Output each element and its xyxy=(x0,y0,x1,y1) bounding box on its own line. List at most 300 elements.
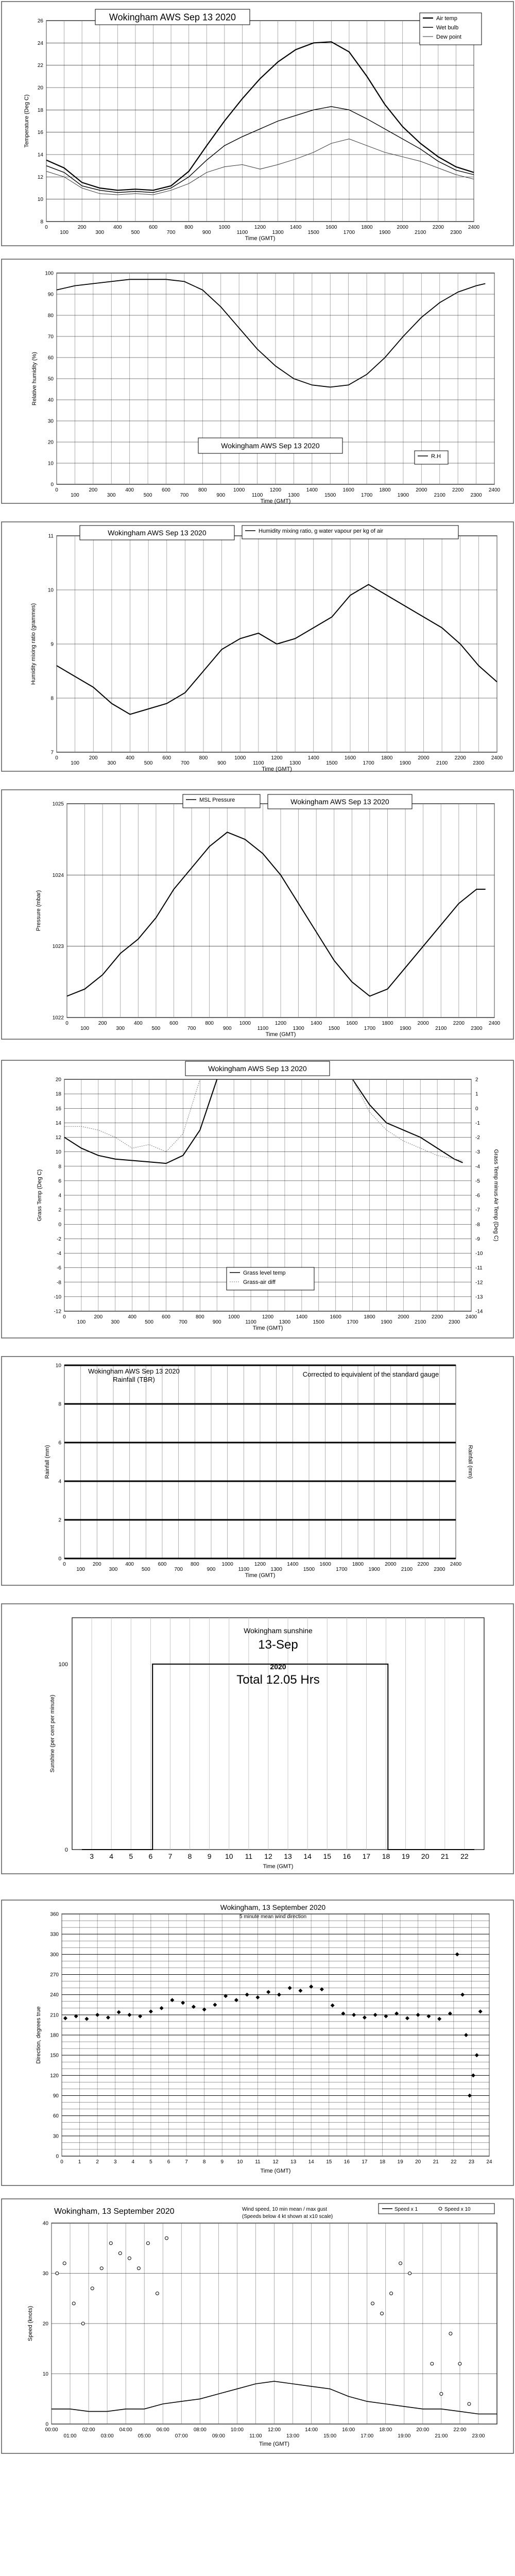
x-tick-label: 1000 xyxy=(228,1314,240,1320)
x-tick-label: 2400 xyxy=(491,755,503,761)
x-tick-label: 14:00 xyxy=(305,2427,318,2433)
speed-x10-point xyxy=(63,2262,66,2265)
y-tick-label: 100 xyxy=(58,1662,68,1668)
x-tick-label: 300 xyxy=(116,1026,125,1031)
x-tick-label: 1500 xyxy=(324,493,336,498)
y2-tick-label: -8 xyxy=(475,1222,480,1228)
y-tick-label: 8 xyxy=(40,219,43,225)
x-tick-label: 2200 xyxy=(432,1314,443,1320)
y-tick-label: 40 xyxy=(42,2221,48,2227)
x-tick-label: 1800 xyxy=(382,1021,393,1026)
x-tick-label: 9 xyxy=(207,1852,212,1860)
chart-title: Wokingham sunshine xyxy=(244,1626,313,1635)
x-tick-label: 400 xyxy=(133,1021,143,1026)
x-tick-label: 1900 xyxy=(399,1026,411,1031)
x-tick-label: 17:00 xyxy=(360,2433,374,2439)
x-axis-label: Time (GMT) xyxy=(245,1572,276,1579)
x-tick-label: 7 xyxy=(168,1852,173,1860)
x-tick-label: 900 xyxy=(222,1026,232,1031)
x-tick-label: 23 xyxy=(468,2159,474,2165)
chart-title: Wokingham, 13 September 2020 xyxy=(220,1903,326,1911)
y-tick-label: -10 xyxy=(54,1294,61,1300)
x-tick-label: 01:00 xyxy=(63,2433,77,2439)
y-tick-label: 12 xyxy=(37,174,43,180)
y-tick-label: 7 xyxy=(50,750,54,756)
legend-label: R.H xyxy=(431,453,441,460)
x-tick-label: 20 xyxy=(415,2159,421,2165)
x-axis-label: Time (GMT) xyxy=(252,1325,283,1331)
x-tick-label: 1600 xyxy=(330,1314,341,1320)
x-tick-label: 100 xyxy=(60,230,68,235)
y2-axis-label: Grass Temp minus Air Temp (Deg C) xyxy=(493,1149,499,1242)
x-tick-label: 2000 xyxy=(397,225,408,230)
x-tick-label: 05:00 xyxy=(138,2433,151,2439)
y-tick-label: 30 xyxy=(42,2271,48,2277)
speed-x10-point xyxy=(156,2292,159,2295)
y-tick-label: 10 xyxy=(47,587,54,594)
x-tick-label: 1800 xyxy=(379,487,391,493)
x-tick-label: 500 xyxy=(141,1567,150,1572)
x-tick-label: 400 xyxy=(128,1314,137,1320)
x-tick-label: 2400 xyxy=(488,1021,501,1026)
y-tick-label: 11 xyxy=(48,533,54,539)
y2-tick-label: -9 xyxy=(475,1236,480,1242)
chart-title: Wokingham AWS Sep 13 2020 xyxy=(208,1064,307,1073)
x-tick-label: 23:00 xyxy=(472,2433,485,2439)
x-tick-label: 11:00 xyxy=(249,2433,262,2439)
x-tick-label: 700 xyxy=(166,230,176,235)
x-tick-label: 400 xyxy=(125,487,134,493)
x-tick-label: 2200 xyxy=(452,487,464,493)
y-tick-label: 20 xyxy=(37,85,43,91)
x-tick-label: 200 xyxy=(89,487,98,493)
x-tick-label: 600 xyxy=(162,755,171,761)
x-tick-label: 600 xyxy=(158,1562,167,1567)
speed-x10-point xyxy=(137,2267,140,2270)
x-tick-label: 2200 xyxy=(454,755,466,761)
x-tick-label: 0 xyxy=(60,2159,63,2165)
x-tick-label: 1 xyxy=(78,2159,81,2165)
legend-label: Air temp xyxy=(436,15,457,22)
y-axis-label: Grass Temp (Deg C) xyxy=(37,1169,43,1222)
x-tick-label: 08:00 xyxy=(193,2427,207,2433)
legend-swatch xyxy=(439,2207,442,2210)
x-tick-label: 14 xyxy=(303,1852,312,1860)
chart-subtitle: Wind speed, 10 min mean / max gust xyxy=(242,2207,328,2212)
x-tick-label: 800 xyxy=(190,1562,199,1567)
x-tick-label: 2200 xyxy=(417,1562,429,1567)
x-tick-label: 900 xyxy=(212,1319,221,1325)
x-tick-label: 400 xyxy=(125,1562,134,1567)
x-tick-label: 800 xyxy=(195,1314,204,1320)
x-tick-label: 500 xyxy=(143,493,152,498)
x-tick-label: 15 xyxy=(323,1852,332,1860)
y-tick-label: 18 xyxy=(55,1091,61,1097)
x-tick-label: 500 xyxy=(145,1319,153,1325)
speed-x10-point xyxy=(72,2302,75,2305)
humidity-chart xyxy=(0,258,515,505)
y-tick-label: 24 xyxy=(37,40,43,46)
speed-x10-point xyxy=(381,2312,384,2315)
speed-x10-point xyxy=(458,2362,461,2365)
x-tick-label: 100 xyxy=(80,1026,89,1031)
x-tick-label: 500 xyxy=(131,230,140,235)
y-tick-label: 16 xyxy=(55,1106,61,1112)
legend-label: Dew point xyxy=(436,34,461,40)
y-tick-label: 50 xyxy=(47,376,54,382)
x-tick-label: 1400 xyxy=(296,1314,307,1320)
x-tick-label: 1200 xyxy=(271,755,283,761)
temperature-chart-svg xyxy=(0,0,515,247)
x-tick-label: 8 xyxy=(202,2159,206,2165)
y-tick-label: 14 xyxy=(55,1120,61,1126)
x-tick-label: 1700 xyxy=(347,1319,358,1325)
x-tick-label: 2200 xyxy=(432,225,444,230)
x-tick-label: 700 xyxy=(187,1026,196,1031)
chart-year: 2020 xyxy=(270,1663,286,1671)
x-tick-label: 1100 xyxy=(236,230,248,235)
x-tick-label: 13 xyxy=(290,2159,297,2165)
y-axis-label: Pressure (mbar) xyxy=(36,890,42,931)
x-tick-label: 2000 xyxy=(398,1314,409,1320)
x-tick-label: 10 xyxy=(225,1852,233,1860)
x-tick-label: 1900 xyxy=(397,493,409,498)
y2-tick-label: -11 xyxy=(475,1265,483,1272)
y-tick-label: 2 xyxy=(58,1517,61,1523)
speed-x10-point xyxy=(165,2236,168,2240)
speed-x10-point xyxy=(118,2252,122,2255)
x-tick-label: 0 xyxy=(55,487,58,493)
x-tick-label: 1300 xyxy=(279,1319,291,1325)
y-tick-label: 330 xyxy=(50,1931,59,1938)
x-tick-label: 600 xyxy=(169,1021,178,1026)
speed-x10-point xyxy=(431,2362,434,2365)
x-tick-label: 06:00 xyxy=(156,2427,169,2433)
legend-label: MSL Pressure xyxy=(199,797,235,803)
y-tick-label: 360 xyxy=(50,1911,59,1918)
x-tick-label: 1400 xyxy=(311,1021,322,1026)
x-axis-label: Time (GMT) xyxy=(260,498,291,504)
y-tick-label: 16 xyxy=(37,130,43,136)
x-tick-label: 1300 xyxy=(270,1567,282,1572)
y-axis-label: Speed (knots) xyxy=(27,2306,33,2342)
x-tick-label: 400 xyxy=(126,755,134,761)
x-tick-label: 5 xyxy=(129,1852,133,1860)
y2-tick-label: -7 xyxy=(475,1207,480,1213)
x-tick-label: 1000 xyxy=(233,487,245,493)
x-tick-label: 19:00 xyxy=(398,2433,411,2439)
sunshine-chart-svg xyxy=(0,1602,515,1875)
speed-x10-point xyxy=(56,2272,59,2275)
speed-x10-point xyxy=(449,2332,452,2335)
y-tick-label: 150 xyxy=(50,2053,59,2059)
x-tick-label: 300 xyxy=(107,760,116,766)
x-tick-label: 1000 xyxy=(239,1021,251,1026)
y-tick-label: -6 xyxy=(57,1265,61,1272)
x-tick-label: 1600 xyxy=(346,1021,358,1026)
chart-subtitle: Rainfall (TBR) xyxy=(113,1376,155,1383)
x-tick-label: 1500 xyxy=(326,760,338,766)
y-tick-label: 10 xyxy=(55,1149,61,1156)
x-tick-label: 2100 xyxy=(415,230,426,235)
x-tick-label: 2300 xyxy=(470,493,482,498)
y2-tick-label: -13 xyxy=(475,1294,483,1300)
x-tick-label: 2200 xyxy=(453,1021,465,1026)
x-tick-label: 3 xyxy=(113,2159,117,2165)
x-tick-label: 2400 xyxy=(468,225,480,230)
x-axis-label: Time (GMT) xyxy=(262,766,292,772)
y-tick-label: 6 xyxy=(58,1178,61,1184)
x-tick-label: 2300 xyxy=(448,1319,460,1325)
x-tick-label: 1800 xyxy=(361,225,373,230)
sunshine-chart xyxy=(0,1602,515,1875)
x-tick-label: 2 xyxy=(96,2159,99,2165)
x-tick-label: 800 xyxy=(205,1021,214,1026)
x-tick-label: 22 xyxy=(460,1852,469,1860)
wind-speed-chart xyxy=(0,2197,515,2455)
x-tick-label: 1100 xyxy=(238,1567,250,1572)
x-tick-label: 1100 xyxy=(245,1319,256,1325)
y-tick-label: 0 xyxy=(56,2154,59,2160)
x-tick-label: 09:00 xyxy=(212,2433,225,2439)
y2-axis-label: Rainfall (mm) xyxy=(467,1445,473,1479)
y-tick-label: 0 xyxy=(45,2421,48,2428)
x-axis-label: Time (GMT) xyxy=(260,2168,291,2174)
x-tick-label: 100 xyxy=(71,493,79,498)
y-tick-label: -8 xyxy=(57,1280,61,1286)
pressure-chart xyxy=(0,788,515,1041)
chart-subtitle: 13-Sep xyxy=(258,1638,298,1652)
y-tick-label: 14 xyxy=(37,152,43,158)
chart-title: Wokingham AWS Sep 13 2020 xyxy=(88,1367,180,1375)
chart-title: Wokingham AWS Sep 13 2020 xyxy=(109,12,236,23)
x-tick-label: 5 xyxy=(149,2159,152,2165)
legend-label: Speed x 10 xyxy=(444,2207,471,2212)
plot-area xyxy=(72,1618,484,1850)
x-tick-label: 600 xyxy=(149,225,158,230)
y-tick-label: 10 xyxy=(37,197,43,203)
x-tick-label: 1200 xyxy=(262,1314,274,1320)
x-tick-label: 15:00 xyxy=(323,2433,337,2439)
y-tick-label: 30 xyxy=(53,2133,59,2140)
x-tick-label: 2100 xyxy=(435,1026,447,1031)
wind-speed-chart-svg xyxy=(0,2197,515,2455)
y-tick-label: 20 xyxy=(55,1077,61,1083)
x-tick-label: 2300 xyxy=(450,230,462,235)
x-tick-label: 1300 xyxy=(289,760,301,766)
x-tick-label: 8 xyxy=(187,1852,192,1860)
rainfall-chart xyxy=(0,1355,515,1587)
x-tick-label: 2100 xyxy=(415,1319,426,1325)
y-tick-label: 1023 xyxy=(52,944,64,950)
x-tick-label: 1800 xyxy=(364,1314,375,1320)
y-tick-label: 300 xyxy=(50,1952,59,1958)
x-tick-label: 800 xyxy=(198,487,207,493)
legend-label: Wet bulb xyxy=(436,25,459,31)
x-tick-label: 800 xyxy=(199,755,208,761)
y-tick-label: 4 xyxy=(58,1193,61,1199)
chart-subtitle: 5 minute mean wind direction xyxy=(239,1914,307,1920)
x-tick-label: 0 xyxy=(45,225,48,230)
y-tick-label: 180 xyxy=(50,2032,59,2039)
x-tick-label: 100 xyxy=(71,760,79,766)
y-tick-label: 1024 xyxy=(52,872,64,878)
temperature-chart xyxy=(0,0,515,247)
x-tick-label: 22 xyxy=(451,2159,457,2165)
x-tick-label: 1400 xyxy=(290,225,302,230)
x-tick-label: 18 xyxy=(379,2159,386,2165)
x-tick-label: 1600 xyxy=(342,487,354,493)
x-tick-label: 1500 xyxy=(303,1567,315,1572)
y2-tick-label: -4 xyxy=(475,1164,480,1170)
chart-title: Wokingham AWS Sep 13 2020 xyxy=(108,529,207,537)
x-tick-label: 1900 xyxy=(379,230,391,235)
legend-label: Grass-air diff xyxy=(243,1279,276,1285)
x-tick-label: 1000 xyxy=(218,225,230,230)
y2-tick-label: -3 xyxy=(475,1149,480,1156)
y-tick-label: 8 xyxy=(50,696,54,702)
x-tick-label: 4 xyxy=(131,2159,135,2165)
y2-tick-label: -5 xyxy=(475,1178,480,1184)
y-tick-label: 10 xyxy=(47,461,54,467)
x-tick-label: 100 xyxy=(76,1567,85,1572)
x-tick-label: 1800 xyxy=(352,1562,364,1567)
x-tick-label: 1700 xyxy=(363,760,374,766)
x-tick-label: 22:00 xyxy=(453,2427,467,2433)
y-axis-label: Temperature (Deg C) xyxy=(24,94,30,148)
x-tick-label: 0 xyxy=(63,1562,66,1567)
y-tick-label: 0 xyxy=(64,1847,68,1853)
wind-direction-chart-svg xyxy=(0,1899,515,2187)
y-tick-label: 30 xyxy=(47,418,54,425)
mixing-ratio-chart-svg xyxy=(0,520,515,773)
x-tick-label: 400 xyxy=(113,225,122,230)
x-tick-label: 04:00 xyxy=(119,2427,132,2433)
y-tick-label: 0 xyxy=(50,482,54,488)
x-tick-label: 21:00 xyxy=(435,2433,448,2439)
speed-x10-point xyxy=(146,2242,149,2245)
y-tick-label: 4 xyxy=(58,1479,61,1485)
x-tick-label: 10:00 xyxy=(230,2427,244,2433)
x-tick-label: 200 xyxy=(94,1314,103,1320)
x-tick-label: 07:00 xyxy=(175,2433,188,2439)
chart-title: Wokingham AWS Sep 13 2020 xyxy=(290,798,389,806)
y-tick-label: 6 xyxy=(58,1440,61,1446)
x-tick-label: 1400 xyxy=(287,1562,299,1567)
y2-tick-label: -14 xyxy=(475,1309,483,1315)
speed-x10-point xyxy=(371,2302,374,2305)
y-tick-label: 2 xyxy=(58,1207,61,1213)
x-axis-label: Time (GMT) xyxy=(245,235,276,242)
x-tick-label: 6 xyxy=(148,1852,153,1860)
y-tick-label: 70 xyxy=(47,334,54,340)
x-tick-label: 1200 xyxy=(274,1021,287,1026)
y-axis-label: Sunshine (per cent per minute) xyxy=(49,1694,56,1773)
x-tick-label: 100 xyxy=(77,1319,86,1325)
x-tick-label: 14 xyxy=(308,2159,314,2165)
speed-x10-point xyxy=(468,2402,471,2405)
y-tick-label: 40 xyxy=(47,397,54,403)
pressure-chart-svg xyxy=(0,788,515,1041)
x-tick-label: 24 xyxy=(486,2159,492,2165)
x-tick-label: 16:00 xyxy=(342,2427,355,2433)
humidity-chart-svg xyxy=(0,258,515,505)
x-tick-label: 12 xyxy=(272,2159,279,2165)
x-tick-label: 500 xyxy=(151,1026,161,1031)
grass-temp-chart-svg xyxy=(0,1059,515,1340)
speed-x10-point xyxy=(128,2257,131,2260)
y-tick-label: 1022 xyxy=(52,1015,64,1021)
x-tick-label: 13 xyxy=(284,1852,292,1860)
x-tick-label: 700 xyxy=(181,760,190,766)
x-tick-label: 1800 xyxy=(381,755,393,761)
y-tick-label: 60 xyxy=(47,355,54,361)
y-axis-label: Direction, degrees true xyxy=(36,2006,42,2064)
y-tick-label: 10 xyxy=(55,1363,61,1369)
x-tick-label: 16 xyxy=(344,2159,350,2165)
x-tick-label: 12:00 xyxy=(267,2427,281,2433)
y-tick-label: 80 xyxy=(47,313,54,319)
y-tick-label: 240 xyxy=(50,1992,59,1998)
chart-title: Wokingham AWS Sep 13 2020 xyxy=(221,442,320,450)
y2-tick-label: -1 xyxy=(475,1120,480,1126)
x-tick-label: 2000 xyxy=(417,1021,429,1026)
y-tick-label: 0 xyxy=(58,1222,61,1228)
y-tick-label: 270 xyxy=(50,1972,59,1978)
x-tick-label: 600 xyxy=(162,487,170,493)
y-tick-label: 100 xyxy=(45,270,54,277)
x-tick-label: 500 xyxy=(144,760,153,766)
y2-tick-label: 0 xyxy=(475,1106,478,1112)
x-tick-label: 1700 xyxy=(364,1026,376,1031)
x-tick-label: 1300 xyxy=(293,1026,304,1031)
x-tick-label: 700 xyxy=(179,1319,187,1325)
x-tick-label: 1100 xyxy=(253,760,264,766)
x-tick-label: 1700 xyxy=(343,230,355,235)
x-tick-label: 1500 xyxy=(307,230,319,235)
x-tick-label: 1600 xyxy=(319,1562,331,1567)
speed-x10-point xyxy=(440,2393,443,2396)
y2-tick-label: -12 xyxy=(475,1280,483,1286)
x-tick-label: 1400 xyxy=(306,487,318,493)
y-tick-label: 120 xyxy=(50,2073,59,2079)
x-tick-label: 1200 xyxy=(254,225,266,230)
x-tick-label: 0 xyxy=(55,755,58,761)
legend-label: Humidity mixing ratio, g water vapour per kg of air xyxy=(259,528,384,534)
x-tick-label: 20:00 xyxy=(416,2427,430,2433)
x-tick-label: 900 xyxy=(217,760,226,766)
x-tick-label: 200 xyxy=(92,1562,101,1567)
x-tick-label: 700 xyxy=(174,1567,183,1572)
x-tick-label: 20 xyxy=(421,1852,430,1860)
x-tick-label: 1000 xyxy=(221,1562,233,1567)
x-tick-label: 6 xyxy=(167,2159,170,2165)
x-tick-label: 2100 xyxy=(401,1567,413,1572)
x-tick-label: 1900 xyxy=(381,1319,392,1325)
x-tick-label: 0 xyxy=(63,1314,66,1320)
x-tick-label: 2300 xyxy=(473,760,485,766)
legend-label: Grass level temp xyxy=(243,1270,286,1276)
x-tick-label: 1900 xyxy=(399,760,411,766)
x-tick-label: 19 xyxy=(397,2159,403,2165)
x-tick-label: 18:00 xyxy=(379,2427,392,2433)
y-tick-label: 8 xyxy=(58,1164,61,1170)
grass-temp-chart xyxy=(0,1059,515,1340)
x-tick-label: 10 xyxy=(237,2159,243,2165)
y-axis-label: Humidity mixing ratio (grammes) xyxy=(30,603,37,685)
y2-tick-label: -2 xyxy=(475,1135,480,1141)
y-tick-label: -2 xyxy=(57,1236,61,1242)
